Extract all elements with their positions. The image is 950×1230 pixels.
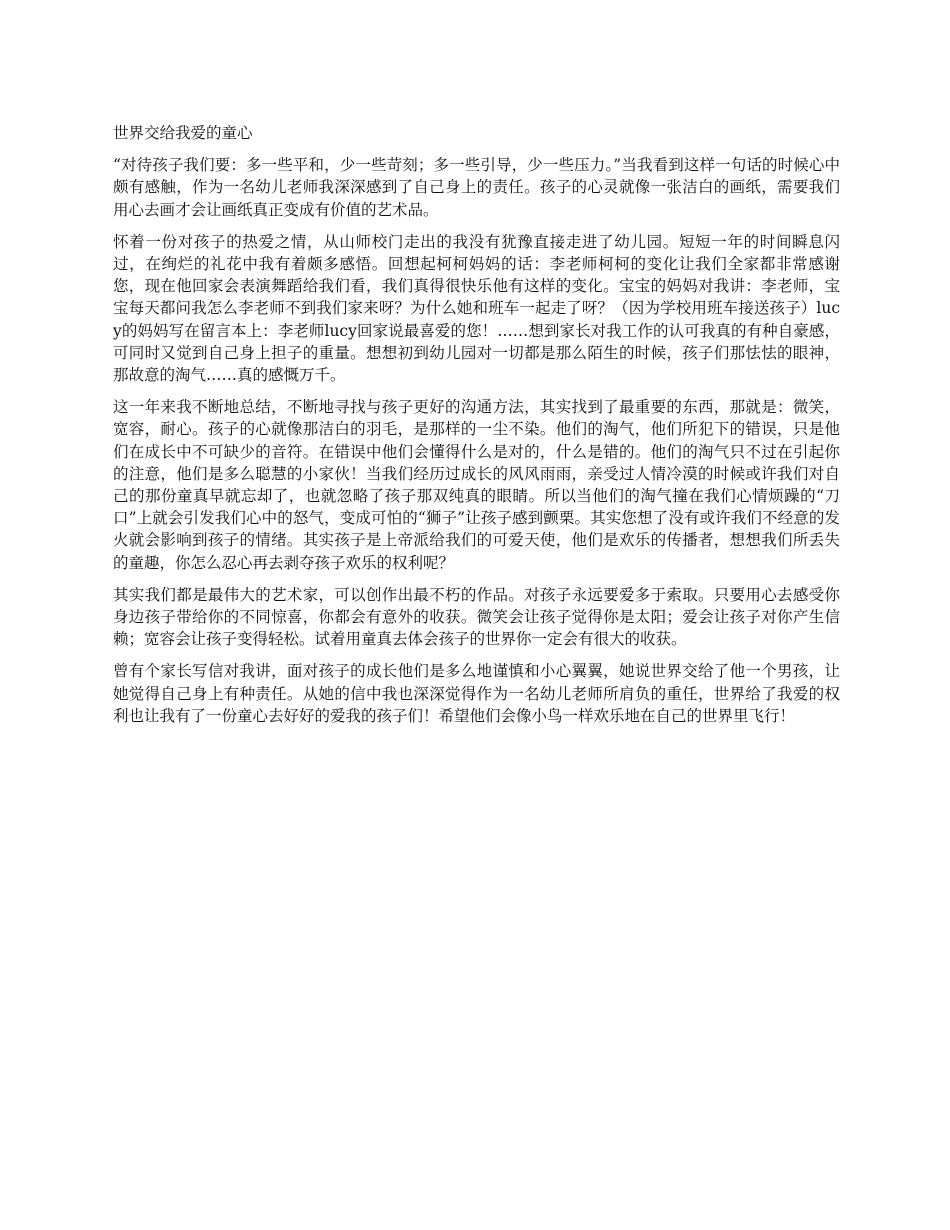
paragraph-2: 怀着一份对孩子的热爱之情，从山师校门走出的我没有犹豫直接走进了幼儿园。短短一年的时间瞬息闪过，在绚烂的礼花中我有着颇多感悟。回想起柯柯妈妈的话：李老师柯柯的变化让我们全家都非常感谢您，现在他回家会表演舞蹈给我们看，我们真得很快乐他有这样的变化。宝宝的妈妈对我讲：李老师，宝宝每天都问我怎么李老师不到我们家来呀？为什么她和班车一起走了呀？（因为学校用班车接送孩子）lucy的妈妈写在留言本上：李老师lucy回家说最喜爱的您！……想到家长对我工作的认可我真的有种自豪感，可同时又觉到自己身上担子的重量。想想初到幼儿园对一切都是那么陌生的时候，孩子们那怯怯的眼神，那故意的淘气……真的感慨万千。 xyxy=(113,232,840,385)
paragraph-3: 这一年来我不断地总结，不断地寻找与孩子更好的沟通方法，其实找到了最重要的东西，那就是：微笑，宽容，耐心。孩子的心就像那洁白的羽毛，是那样的一尘不染。他们的淘气，他们所犯下的错误，只是他们在成长中不可缺少的音符。在错误中他们会懂得什么是对的，什么是错的。他们的淘气只不过在引起你的注意，他们是多么聪慧的小家伙！当我们经历过成长的风风雨雨，亲受过人情冷漠的时候或许我们对自己的那份童真早就忘却了，也就忽略了孩子那双纯真的眼睛。所以当他们的淘气撞在我们心情烦躁的“刀口”上就会引发我们心中的怒气，变成可怕的“狮子”让孩子感到颤栗。其实您想了没有或许我们不经意的发火就会影响到孩子的情绪。其实孩子是上帝派给我们的可爱天使，他们是欢乐的传播者，想想我们所丢失的童趣，你怎么忍心再去剥夺孩子欢乐的权利呢？ xyxy=(113,398,840,572)
paragraph-5: 曾有个家长写信对我讲，面对孩子的成长他们是多么地谨慎和小心翼翼，她说世界交给了他一个男孩，让她觉得自己身上有种责任。从她的信中我也深深觉得作为一名幼儿老师所肩负的重任，世界给了我爱的权利也让我有了一份童心去好好的爱我的孩子们！希望他们会像小鸟一样欢乐地在自己的世界里飞行！ xyxy=(113,662,840,725)
document-title: 世界交给我爱的童心 xyxy=(113,124,253,142)
paragraph-4: 其实我们都是最伟大的艺术家，可以创作出最不朽的作品。对孩子永远要爱多于索取。只要用心去感受你身边孩子带给你的不同惊喜，你都会有意外的收获。微笑会让孩子觉得你是太阳；爱会让孩子对你产生信赖；宽容会让孩子变得轻松。试着用童真去体会孩子的世界你一定会有很大的收获。 xyxy=(113,585,840,649)
paragraph-1: “对待孩子我们要：多一些平和，少一些苛刻；多一些引导，少一些压力。”当我看到这样一句话的时候心中颇有感触，作为一名幼儿老师我深深感到了自己身上的责任。孩子的心灵就像一张洁白的画纸，需要我们用心去画才会让画纸真正变成有价值的艺术品。 xyxy=(113,156,840,219)
document-page xyxy=(113,122,840,737)
